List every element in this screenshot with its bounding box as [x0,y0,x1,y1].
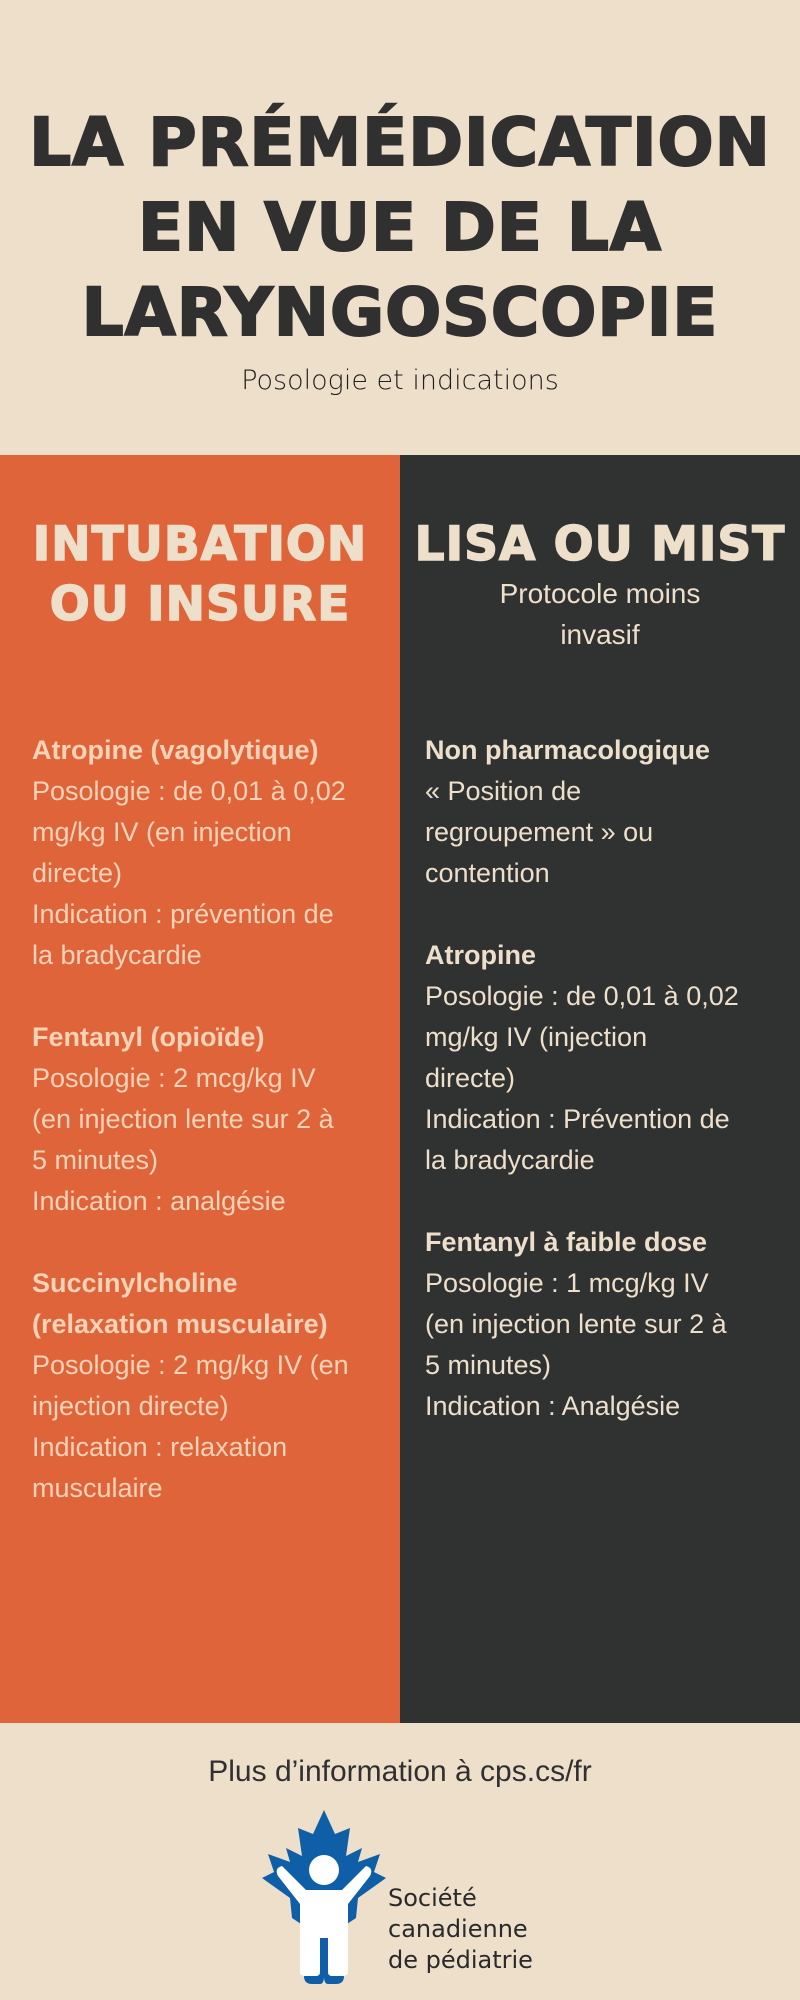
page-subtitle: Posologie et indications [241,365,559,396]
logo-text-line: de pédiatrie [388,1946,533,1974]
more-info-link[interactable]: Plus d’information à cps.cs/fr [208,1755,592,1788]
lisa-mist-column [400,455,800,1723]
drug-succinylcholine [32,1263,382,1509]
drug-detail: Indication : Analgésie [425,1391,681,1421]
drug-detail: la bradycardie [32,940,202,970]
drug-detail: (en injection lente sur 2 à [32,1104,334,1134]
drug-name: Succinylcholine [32,1268,238,1298]
logo-text [388,1883,533,1976]
heading-line: INTUBATION [32,517,368,572]
drug-detail: musculaire [32,1473,163,1503]
drug-detail: directe) [32,858,123,888]
drug-fentanyl [32,1017,382,1222]
page-title [0,100,800,355]
subheading-line: Protocole moins [499,578,701,609]
title-line: EN VUE DE LA [137,189,662,266]
drug-detail: Posologie : de 0,01 à 0,02 [32,776,346,806]
drug-detail: (en injection lente sur 2 à [425,1309,727,1339]
drug-name: Atropine [425,940,536,970]
drug-name: (relaxation musculaire) [32,1309,328,1339]
drug-detail: contention [425,858,550,888]
comparison-columns [0,455,800,1723]
maple-leaf-child-icon [262,1808,387,1988]
logo-text-line: Société [388,1884,477,1912]
header [0,0,800,455]
drug-detail: « Position de [425,776,582,806]
drug-detail: Indication : relaxation [32,1432,288,1462]
drug-detail: Posologie : 2 mcg/kg IV [32,1063,316,1093]
logo-text-line: canadienne [388,1915,528,1943]
drug-fentanyl-low-dose [425,1222,785,1427]
drug-detail: la bradycardie [425,1145,595,1175]
drug-detail: regroupement » ou [425,817,654,847]
column-heading [0,515,400,635]
drug-detail: Posologie : 2 mg/kg IV (en [32,1350,349,1380]
non-pharmacologic [425,730,785,894]
intubation-insure-column [0,455,400,1723]
drug-name: Non pharmacologique [425,735,711,765]
drug-list [32,730,382,1550]
heading-line: OU INSURE [49,577,351,632]
drug-atropine [425,935,785,1181]
drug-detail: injection directe) [32,1391,229,1421]
drug-detail: Posologie : 1 mcg/kg IV [425,1268,709,1298]
drug-name: Fentanyl à faible dose [425,1227,708,1257]
drug-detail: 5 minutes) [425,1350,552,1380]
drug-atropine [32,730,382,976]
title-line: LARYNGOSCOPIE [81,274,719,351]
column-heading: LISA OU MIST [414,517,786,572]
drug-name: Atropine (vagolytique) [32,735,319,765]
subheading-line: invasif [560,619,640,650]
column-subheading [400,573,800,655]
cps-logo [262,1808,542,1988]
drug-name: Fentanyl (opioïde) [32,1022,265,1052]
title-line: LA PRÉMÉDICATION [29,104,771,181]
drug-detail: mg/kg IV (injection [425,1022,648,1052]
drug-list [425,730,785,1468]
drug-detail: Indication : prévention de [32,899,334,929]
drug-detail: Indication : analgésie [32,1186,286,1216]
drug-detail: mg/kg IV (en injection [32,817,292,847]
drug-detail: Indication : Prévention de [425,1104,730,1134]
drug-detail: 5 minutes) [32,1145,159,1175]
drug-detail: directe) [425,1063,516,1093]
drug-detail: Posologie : de 0,01 à 0,02 [425,981,739,1011]
